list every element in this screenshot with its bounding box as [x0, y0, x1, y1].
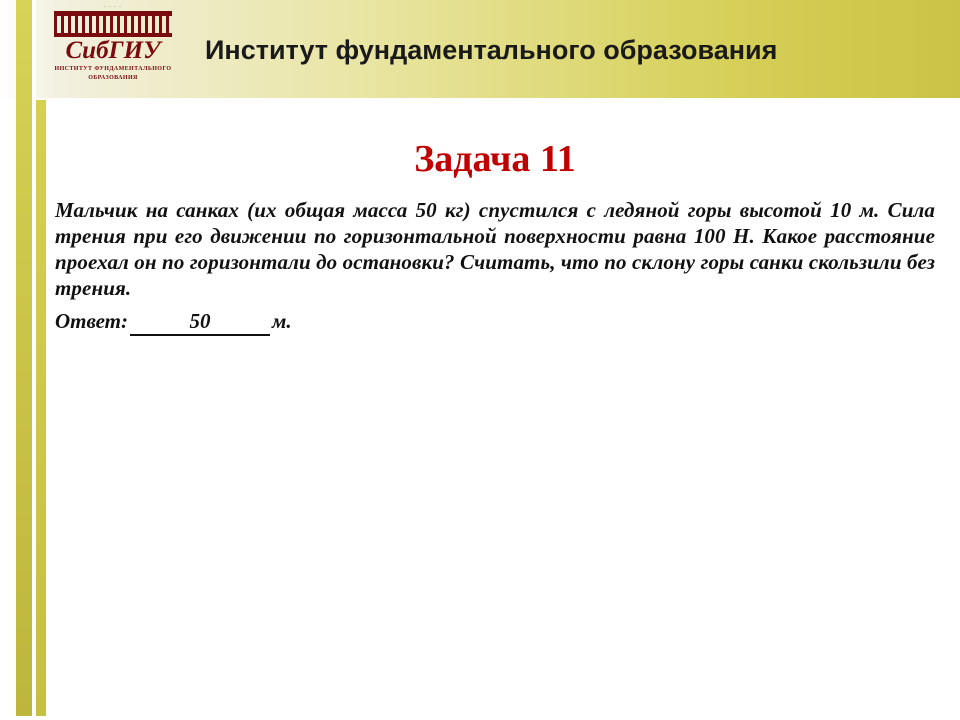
header-bottom-rule: [0, 98, 960, 101]
logo-name: СибГИУ: [65, 37, 161, 64]
page-title: Институт фундаментального образования: [205, 35, 778, 65]
left-accent-bar-inner: [36, 100, 46, 720]
answer-unit: м.: [272, 309, 292, 333]
logo-subtitle-line2: ОБРАЗОВАНИЯ: [88, 75, 138, 81]
left-accent-bar-outer: [16, 0, 32, 720]
logo-subtitle-line1: ИНСТИТУТ ФУНДАМЕНТАЛЬНОГО: [54, 66, 172, 72]
answer-line: [55, 308, 292, 336]
task-heading: Задача 11: [414, 138, 576, 180]
answer-label: Ответ:: [55, 309, 128, 333]
bottom-strip: [0, 716, 960, 720]
slide-content: [50, 103, 960, 720]
sibgiu-logo: [38, 4, 188, 92]
answer-value: 50: [130, 308, 270, 336]
logo-dots-ornament: · · · ·: [104, 4, 122, 10]
logo-building-icon: [54, 11, 172, 37]
task-statement: Мальчик на санках (их общая масса 50 кг) спустился с ледяной горы высотой 10 м. Сила трения при его движении по горизонтальной поверхности равна 100 Н. Какое расстояние проехал он по горизонтали до остановки? Считать, что по склону горы санки скользили без трения.: [55, 198, 935, 300]
